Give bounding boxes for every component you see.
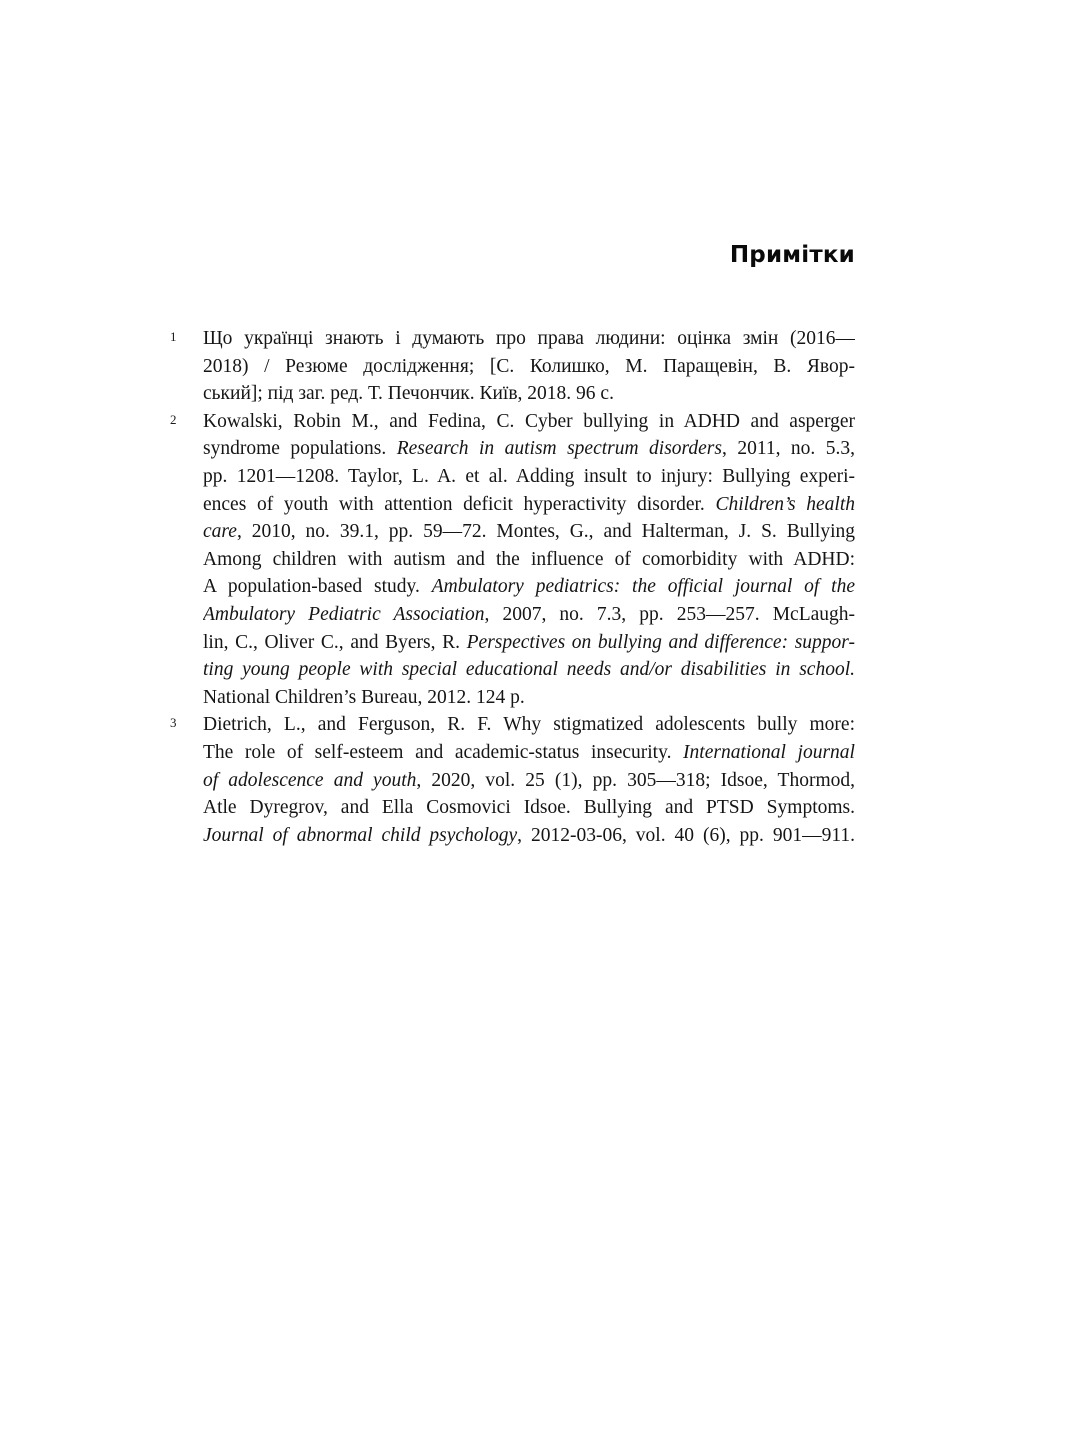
- note-text: [203, 711, 855, 849]
- citation-text: ський]; під заг. ред. Т. Печончик. Київ, 2018. 96 с.: [203, 383, 614, 405]
- citation-text: Що українці знають і думають про права людини: оцінка змін (2016—: [203, 328, 855, 349]
- citation-text: , 2011, no. 5.3,: [721, 438, 855, 460]
- note-item: [170, 711, 855, 849]
- note-line: [203, 684, 855, 712]
- note-line: [203, 656, 855, 684]
- italic-citation-text: International journal: [683, 741, 855, 763]
- italic-citation-text: care: [203, 521, 237, 543]
- note-text: [203, 408, 855, 712]
- note-line: [203, 629, 855, 657]
- note-line: [203, 573, 855, 601]
- note-number: 3: [170, 715, 177, 731]
- italic-citation-text: Ambulatory pediatrics: the official journal of the: [431, 576, 855, 598]
- note-line: [203, 546, 855, 574]
- note-number: 1: [170, 329, 177, 344]
- citation-text: , 2007, no. 7.3, pp. 253—257. McLaugh-: [484, 603, 855, 625]
- citation-text: Atle Dyregrov, and Ella Cosmovici Idsoe. Bullying and PTSD Symptoms.: [203, 797, 855, 819]
- note-line: [203, 518, 855, 546]
- citation-text: Dietrich, L., and Ferguson, R. F. Why stigmatized adolescents bully more:: [203, 714, 855, 736]
- note-line: [203, 463, 855, 491]
- citation-text: , 2010, no. 39.1, pp. 59—72. Montes, G., and Halterman, J. S. Bullying: [236, 521, 855, 543]
- citation-text: Kowalski, Robin M., and Fedina, C. Cyber bullying in ADHD and asperger: [203, 410, 855, 432]
- citation-text: , 2012-03-06, vol. 40 (6), pp. 901—911.: [517, 824, 855, 846]
- citation-text: A population-based study.: [203, 576, 432, 598]
- citation-text: syndrome populations.: [203, 438, 397, 460]
- italic-citation-text: of adolescence and youth: [203, 769, 417, 791]
- note-item: [170, 408, 855, 712]
- note-line: [203, 711, 855, 739]
- note-line: [203, 767, 855, 795]
- note-line: [203, 794, 855, 822]
- note-line: [203, 380, 855, 408]
- citation-text: lin, C., Oliver C., and Byers, R.: [203, 631, 467, 653]
- notes-list: [170, 325, 855, 849]
- note-line: [203, 435, 855, 463]
- italic-citation-text: Ambulatory Pediatric Association: [203, 603, 485, 625]
- note-item: [170, 325, 855, 408]
- citation-text: , 2020, vol. 25 (1), pp. 305—318; Idsoe, Thormod,: [416, 769, 855, 791]
- note-number: 2: [170, 411, 177, 427]
- note-line: [203, 325, 855, 353]
- citation-text: The role of self-esteem and academic-status insecurity.: [203, 741, 684, 763]
- citation-text: 2018) / Резюме дослідження; [С. Колишко, М. Паращевін, В. Явор-: [203, 355, 855, 377]
- note-line: [203, 491, 855, 519]
- note-line: [203, 353, 855, 381]
- citation-text: National Children’s Bureau, 2012. 124 p.: [203, 686, 525, 708]
- italic-citation-text: ting young people with special educational needs and/or disabilities in school.: [203, 659, 855, 681]
- italic-citation-text: Perspectives on bullying and difference: suppor-: [466, 631, 855, 653]
- note-line: [203, 601, 855, 629]
- note-text: [203, 325, 855, 408]
- italic-citation-text: Research in autism spectrum disorders: [396, 438, 722, 460]
- citation-text: ences of youth with attention deficit hyperactivity disorder.: [203, 493, 716, 515]
- note-line: [203, 822, 855, 850]
- italic-citation-text: Children’s health: [715, 493, 855, 515]
- citation-text: pp. 1201—1208. Taylor, L. A. et al. Adding insult to injury: Bullying experi-: [203, 465, 855, 487]
- italic-citation-text: Journal of abnormal child psychology: [203, 824, 518, 846]
- note-line: [203, 739, 855, 767]
- page-title: Примітки: [729, 242, 855, 268]
- note-line: [203, 408, 855, 436]
- citation-text: Among children with autism and the influence of comorbidity with ADHD:: [203, 548, 855, 570]
